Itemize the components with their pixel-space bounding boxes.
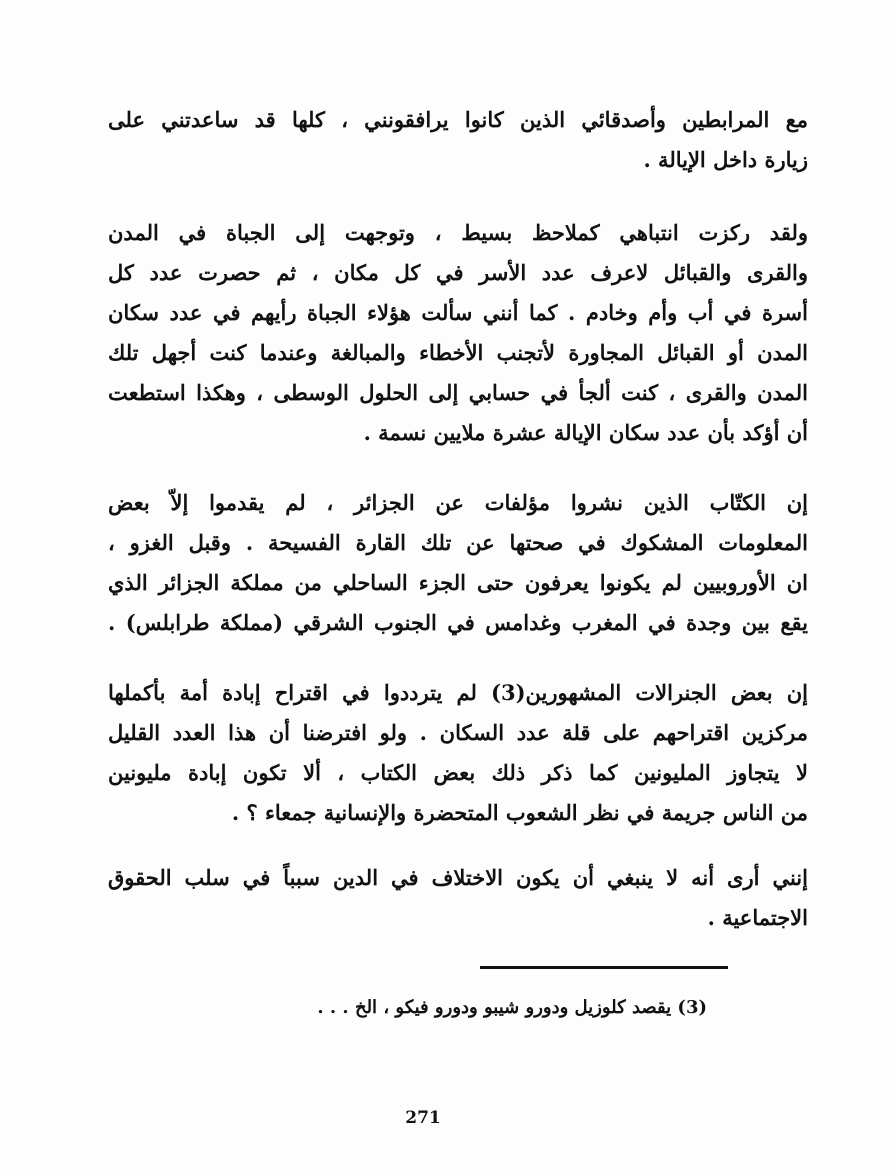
text-line: أسرة في أب وأم وخادم . كما أنني سألت هؤلاء الجباة رأيهم في عدد سكان xyxy=(108,300,808,325)
text-line: مع المرابطين وأصدقائي الذين كانوا يرافقونني ، كلها قد ساعدتني على xyxy=(108,107,808,132)
paragraph-2 xyxy=(108,213,808,453)
paragraph-4 xyxy=(108,673,808,833)
text-line: من الناس جريمة في نظر الشعوب المتحضرة والإنسانية جمعاء ؟ . xyxy=(231,800,808,825)
text-line: والقرى والقبائل لاعرف عدد الأسر في كل مكان ، ثم حصرت عدد كل xyxy=(108,260,808,285)
text-line: ان الأوروبيين لم يكونوا يعرفون حتى الجزء الساحلي من مملكة الجزائر الذي xyxy=(108,570,808,595)
text-line: المدن أو القبائل المجاورة لأتجنب الأخطاء والمبالغة وعندما كنت أجهل تلك xyxy=(108,340,808,365)
text-line: يقع بين وجدة في المغرب وغدامس في الجنوب الشرقي (مملكة طرابلس) . xyxy=(108,610,808,635)
text-line: زيارة داخل الإيالة . xyxy=(643,147,808,172)
footnote: (3) يقصد كلوزيل ودورو شيبو ودورو فيكو ، الخ . . . xyxy=(317,997,707,1018)
footnote-divider xyxy=(480,966,728,969)
text-line: مركزين اقتراحهم على قلة عدد السكان . ولو افترضنا أن هذا العدد القليل xyxy=(108,720,808,745)
text-line: المدن والقرى ، كنت ألجأ في حسابي إلى الحلول الوسطى ، وهكذا استطعت xyxy=(108,380,808,405)
paragraph-3 xyxy=(108,483,808,643)
text-line: الاجتماعية . xyxy=(707,905,808,930)
text-line: المعلومات المشكوك في صحتها عن تلك القارة الفسيحة . وقبل الغزو ، xyxy=(108,530,808,555)
text-line: إنني أرى أنه لا ينبغي أن يكون الاختلاف في الدين سبباً في سلب الحقوق xyxy=(108,865,808,890)
paragraph-5 xyxy=(108,858,808,938)
paragraph-1 xyxy=(108,100,808,180)
text-line: أن أؤكد بأن عدد سكان الإيالة عشرة ملايين نسمة . xyxy=(363,420,808,445)
text-line: ولقد ركزت انتباهي كملاحظ بسيط ، وتوجهت إلى الجباة في المدن xyxy=(108,220,808,245)
page-number: 271 xyxy=(405,1108,441,1128)
text-line: إن الكتّاب الذين نشروا مؤلفات عن الجزائر ، لم يقدموا إلاّ بعض xyxy=(108,490,808,515)
text-line: إن بعض الجنرالات المشهورين(3) لم يترددوا في اقتراح إبادة أمة بأكملها xyxy=(108,680,808,705)
text-line: لا يتجاوز المليونين كما ذكر ذلك بعض الكتاب ، ألا تكون إبادة مليونين xyxy=(108,760,808,785)
